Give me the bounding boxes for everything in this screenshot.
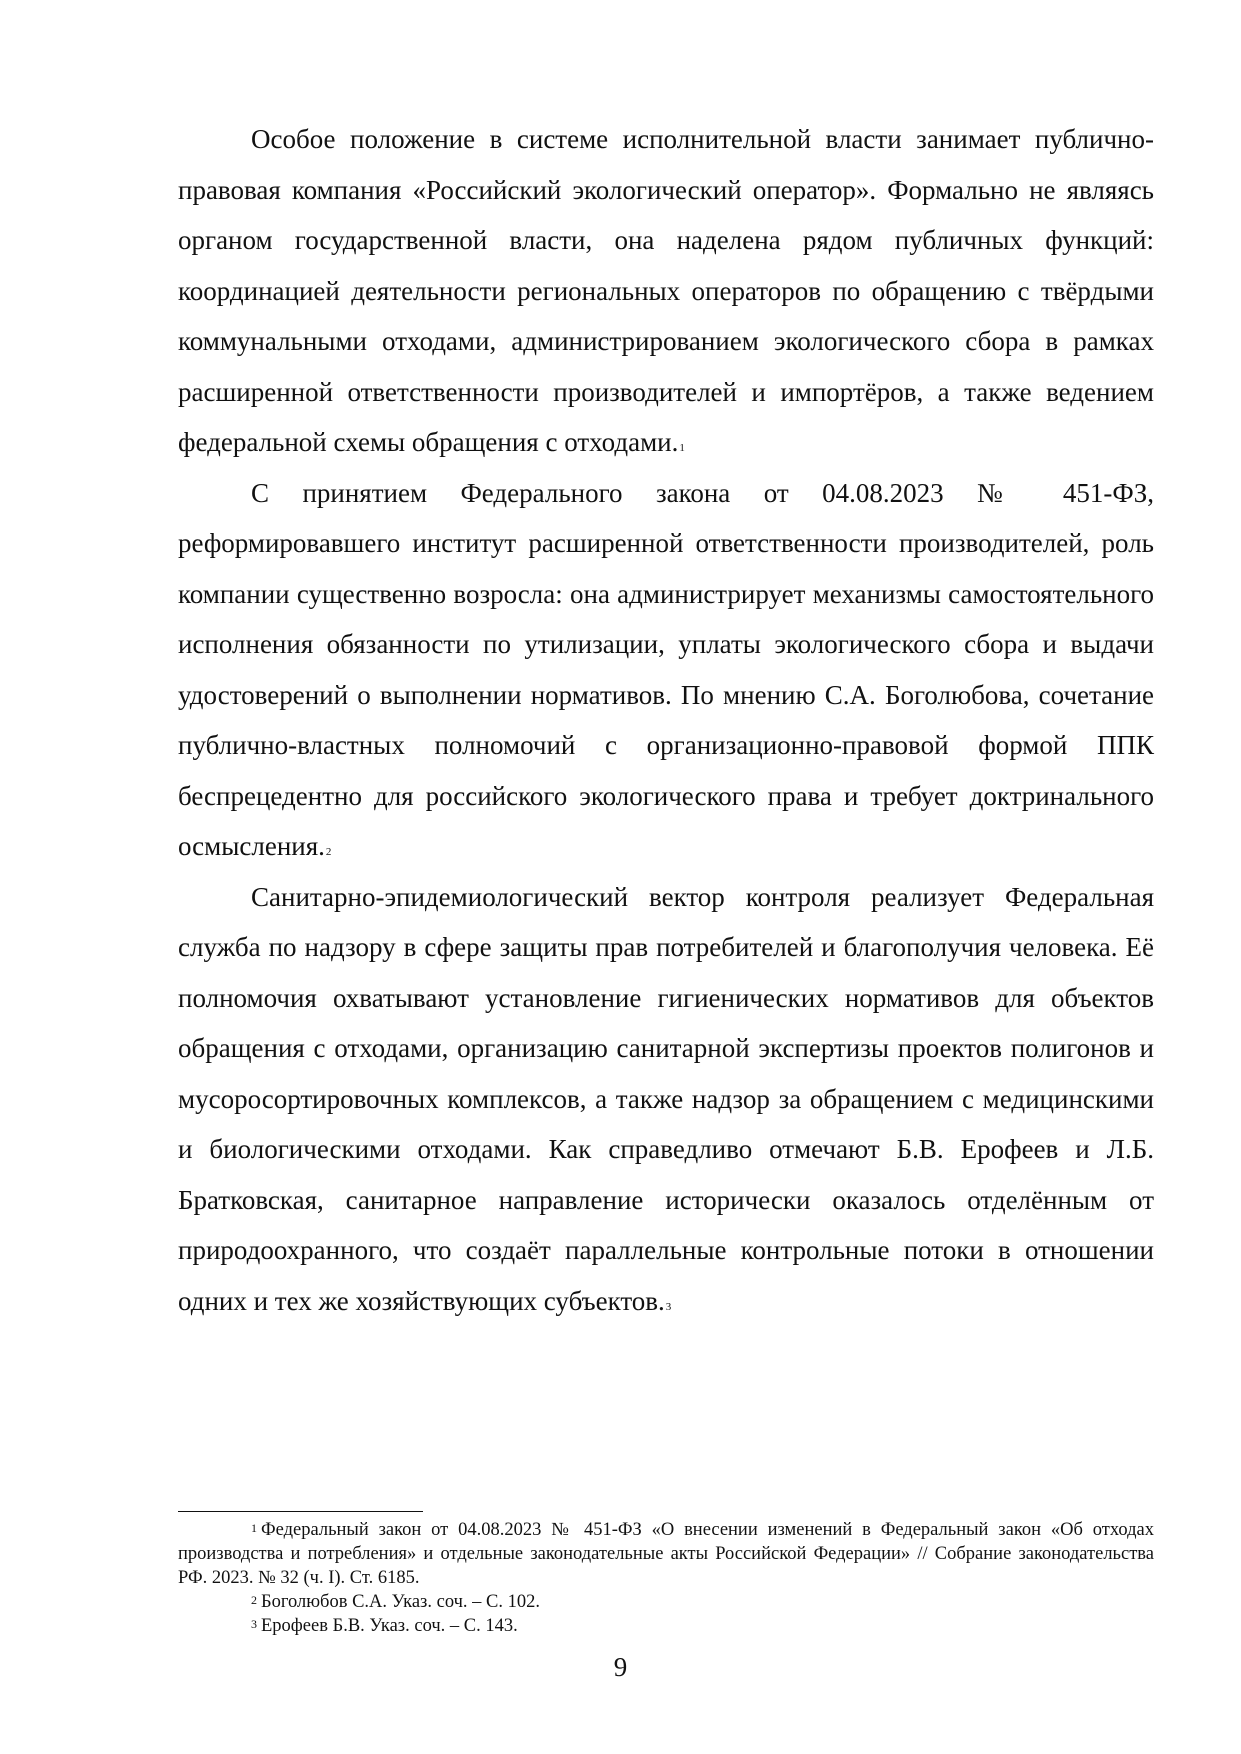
footnote: [178, 1614, 1154, 1638]
footnote-text: Боголюбов С.А. Указ. соч. – С. 102.: [261, 1592, 540, 1612]
footnote: [178, 1518, 1154, 1590]
footnote-text: Ерофеев Б.В. Указ. соч. – С. 143.: [261, 1616, 518, 1636]
paragraph-text: Санитарно-эпидемиологический вектор контроля реализует Федеральная служба по надзору в сфере защиты прав потребителей и благополучия человека. Её полномочия охватывают установление гигиенических нормативов для объектов обращения с отходами, организацию санитарной экспертизы проектов полигонов и мусоросортировочных комплексов, а также надзор за обращением с медицинскими и биологическими отходами. Как справедливо отмечают Б.В. Ерофеев и Л.Б. Братковская, санитарное направление исторически оказалось отделённым от природоохранного, что создаёт параллельные контрольные потоки в отношении одних и тех же хозяйствующих субъектов.: [178, 881, 1154, 1316]
main-text: [178, 114, 1154, 1326]
footnote-reference[interactable]: 1: [679, 442, 685, 454]
paragraph: [178, 468, 1154, 872]
page-number: 9: [613, 1652, 628, 1682]
footnote-reference[interactable]: 3: [665, 1300, 672, 1313]
footnote-reference[interactable]: 2: [325, 846, 332, 858]
paragraph: [178, 114, 1154, 468]
footnotes-section: [178, 1511, 1154, 1638]
footnote-number: 3: [251, 1617, 257, 1631]
footnote-number: 1: [251, 1521, 257, 1535]
footnote-separator: [178, 1511, 423, 1512]
paragraph: [178, 872, 1154, 1327]
footnote-text: Федеральный закон от 04.08.2023 № 451-ФЗ «О внесении изменений в Федеральный закон «Об отходах производства и потребления» и отдельные законодательные акты Российской Федерации» // Собрание законодательства РФ. 2023. № 32 (ч. I). Ст. 6185.: [178, 1520, 1154, 1588]
paragraph-text: Особое положение в системе исполнительной власти занимает публично-правовая компания «Российский экологический оператор». Формально не являясь органом государственной власти, она наделена рядом публичных функций: координацией деятельности региональных операторов по обращению с твёрдыми коммунальными отходами, администрированием экологического сбора в рамках расширенной ответственности производителей и импортёров, а также ведением федеральной схемы обращения с отходами.: [178, 124, 1154, 457]
paragraph-text: С принятием Федерального закона от 04.08.2023 № 451-ФЗ, реформировавшего институт расширенной ответственности производителей, роль компании существенно возросла: она администрирует механизмы самостоятельного исполнения обязанности по утилизации, уплаты экологического сбора и выдачи удостоверений о выполнении нормативов. По мнению С.А. Боголюбова, сочетание публично-властных полномочий с организационно-правовой формой ППК беспрецедентно для российского экологического права и требует доктринального осмысления.: [178, 477, 1154, 861]
footnote-number: 2: [251, 1593, 257, 1607]
footnote: [178, 1590, 1154, 1614]
